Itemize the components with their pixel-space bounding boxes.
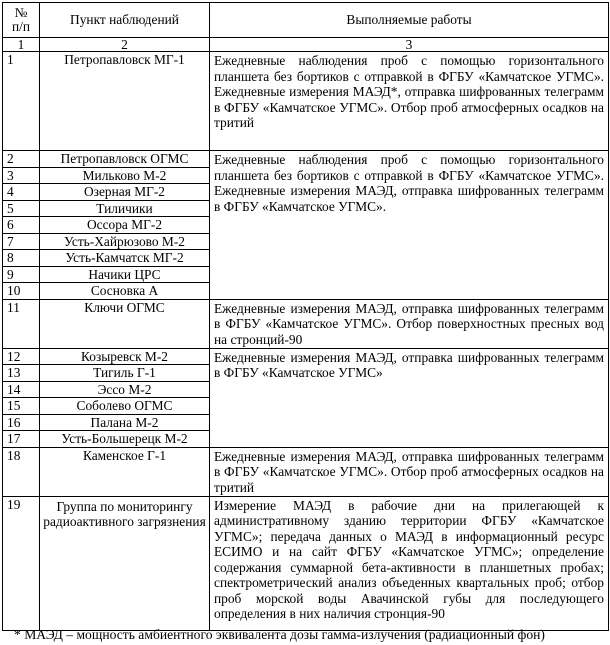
observation-point: Соболево ОГМС: [40, 398, 210, 415]
row-number: 16: [3, 414, 40, 431]
header-num: [3, 3, 40, 38]
observation-point: Озерная МГ-2: [40, 184, 210, 201]
row-number: 6: [3, 217, 40, 234]
header-num-line2: п/п: [11, 19, 31, 34]
observation-point: Каменское Г-1: [40, 447, 210, 496]
row-number: 3: [3, 167, 40, 184]
observation-point: Группа по мониторингу радиоактивного загрязнения: [40, 496, 210, 630]
row-number: 19: [3, 496, 40, 630]
row-number: 11: [3, 299, 40, 348]
observation-table: [2, 2, 609, 631]
row-number: 2: [3, 151, 40, 168]
row-number: 17: [3, 431, 40, 448]
row-number: 12: [3, 348, 40, 365]
row-number: 9: [3, 266, 40, 283]
row-number: 14: [3, 381, 40, 398]
row-number: 10: [3, 283, 40, 300]
table-row: [3, 496, 609, 630]
row-number: 13: [3, 365, 40, 382]
observation-point: Петропавловск МГ-1: [40, 52, 210, 151]
works-cell: Ежедневные измерения МАЭД, отправка шифрованных телеграмм в ФГБУ «Камчатское УГМС»: [210, 348, 609, 447]
works-cell: Ежедневные измерения МАЭД, отправка шифрованных телеграмм в ФГБУ «Камчатское УГМС». Отбор проб атмосферных осадков на тритий: [210, 447, 609, 496]
works-cell: Ежедневные наблюдения проб с помощью горизонтального планшета без бортиков с отправкой в ФГБУ «Камчатское УГМС». Ежедневные измерения МАЭД, отправка шифрованных телеграмм в ФГБУ «Камчатское УГМС».: [210, 151, 609, 300]
observation-point: Палана М-2: [40, 414, 210, 431]
index-cell: 2: [40, 38, 210, 52]
header-point: Пункт наблюдений: [40, 3, 210, 38]
header-work: Выполняемые работы: [210, 3, 609, 38]
observation-point: Начики ЦРС: [40, 266, 210, 283]
table-row: [3, 348, 609, 365]
observation-point: Эссо М-2: [40, 381, 210, 398]
observation-point: Тигиль Г-1: [40, 365, 210, 382]
works-cell: Измерение МАЭД в рабочие дни на прилегающей к административному зданию территории ФГБУ «Камчатское УГМС»; передача данных о МАЭД в информационный ресурс ЕСИМО и на сайт ФГБУ «Камчатское УГМС»; определение содержания суммарной бета-активности в планшетных пробах; спектрометрический анализ объеденных квартальных проб; отбор проб морской воды Авачинской губы для последующего определения в них наличия стронция-90: [210, 496, 609, 630]
observation-point: Петропавловск ОГМС: [40, 151, 210, 168]
row-number: 1: [3, 52, 40, 151]
table-header-row: [3, 3, 609, 38]
observation-point: Усть-Хайрюзово М-2: [40, 233, 210, 250]
works-cell: Ежедневные наблюдения проб с помощью горизонтального планшета без бортиков с отправкой в ФГБУ «Камчатское УГМС». Ежедневные измерения МАЭД*, отправка шифрованных телеграмм в ФГБУ «Камчатское УГМС». Отбор проб атмосферных осадков на тритий: [210, 52, 609, 151]
row-number: 7: [3, 233, 40, 250]
works-cell: Ежедневные измерения МАЭД, отправка шифрованных телеграмм в ФГБУ «Камчатское УГМС». Отбор поверхностных пресных вод на стронций-90: [210, 299, 609, 348]
row-number: 8: [3, 250, 40, 267]
footnote: * МАЭД – мощность амбиентного эквивалента дозы гамма-излучения (радиационный фон): [14, 627, 545, 642]
observation-point: Оссора МГ-2: [40, 217, 210, 234]
table-row: [3, 299, 609, 348]
observation-point: Тиличики: [40, 200, 210, 217]
index-cell: 1: [3, 38, 40, 52]
observation-point: Ключи ОГМС: [40, 299, 210, 348]
observation-point: Усть-Большерецк М-2: [40, 431, 210, 448]
header-num-line1: №: [14, 5, 28, 20]
observation-point: Усть-Камчатск МГ-2: [40, 250, 210, 267]
index-cell: 3: [210, 38, 609, 52]
observation-point: Козыревск М-2: [40, 348, 210, 365]
row-number: 5: [3, 200, 40, 217]
observation-point: Мильково М-2: [40, 167, 210, 184]
observation-point: Сосновка А: [40, 283, 210, 300]
row-number: 18: [3, 447, 40, 496]
table-row: [3, 52, 609, 151]
row-number: 4: [3, 184, 40, 201]
row-number: 15: [3, 398, 40, 415]
table-row: [3, 151, 609, 168]
table-row: [3, 447, 609, 496]
table-index-row: [3, 38, 609, 52]
